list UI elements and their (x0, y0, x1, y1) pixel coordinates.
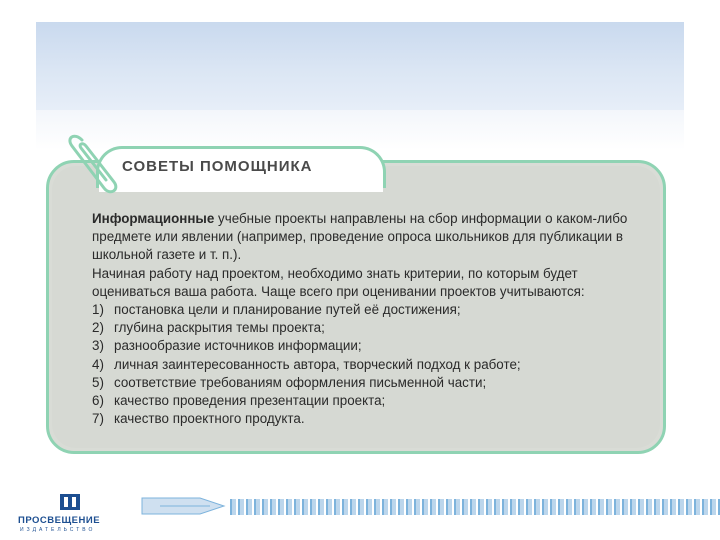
intro-bold: Информационные (92, 211, 215, 226)
list-item-text: личная заинтересованность автора, творческий подход к работе; (114, 356, 521, 372)
list-item (92, 410, 652, 428)
tips-card-title: СОВЕТЫ ПОМОЩНИКА (122, 158, 313, 175)
list-item-text: разнообразие источников информации; (114, 338, 362, 354)
list-item (92, 337, 652, 355)
list-item-number: 4) (92, 356, 104, 372)
list-item-number: 3) (92, 338, 104, 354)
list-item-number: 7) (92, 411, 104, 427)
list-item (92, 319, 652, 337)
paperclip-icon (64, 128, 124, 198)
tips-content (92, 210, 652, 428)
arrow-decoration-icon (140, 492, 230, 518)
list-item-number: 2) (92, 320, 104, 336)
intro-text: учебные проекты направлены на сбор информации о каком-либо предмете или явлении (например, проведение опроса школьников для публикации в школьной газете и т. п.). (92, 211, 628, 263)
header-fade (36, 110, 684, 150)
list-item-number: 5) (92, 374, 104, 390)
criteria-list (92, 301, 652, 428)
header-band (36, 22, 684, 110)
list-item-number: 6) (92, 393, 104, 409)
list-item (92, 392, 652, 410)
tab-cover (99, 172, 383, 192)
publisher-logo-subtext: ИЗДАТЕЛЬСТВО (20, 527, 96, 533)
list-item (92, 356, 652, 374)
list-item-text: постановка цели и планирование путей её достижения; (114, 302, 461, 318)
criteria-intro: Начиная работу над проектом, необходимо знать критерии, по которым будет оцениваться ваша работа. Чаще всего при оценивании проектов учитываются: (92, 265, 585, 299)
list-item-text: качество проведения презентации проекта; (114, 393, 386, 409)
list-item-text: соответствие требованиям оформления письменной части; (114, 374, 487, 390)
intro-paragraph (92, 210, 652, 265)
list-item (92, 374, 652, 392)
footer-stripes (230, 499, 720, 515)
publisher-logo-text: ПРОСВЕЩЕНИЕ (18, 515, 101, 526)
list-item-text: качество проектного продукта. (114, 411, 305, 427)
list-item-number: 1) (92, 302, 104, 318)
list-item-text: глубина раскрытия темы проекта; (114, 320, 325, 336)
list-item (92, 301, 652, 319)
